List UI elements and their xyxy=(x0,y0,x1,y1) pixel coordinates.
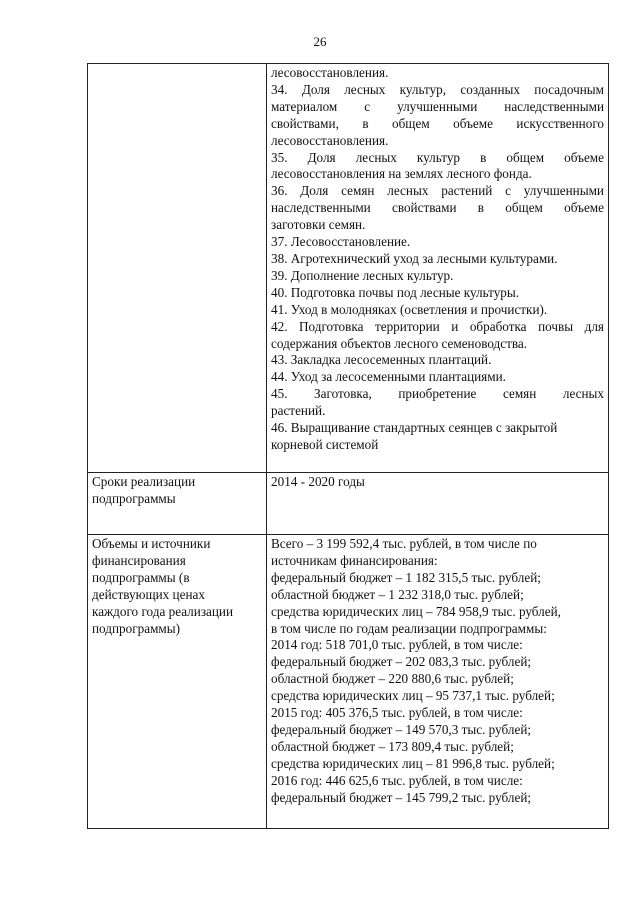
row-value-line: лесовосстановления. xyxy=(271,132,389,148)
row-value-cell xyxy=(267,535,609,829)
row-value-line: средства юридических лиц – 81 996,8 тыс. рублей; xyxy=(271,755,555,771)
row-label-line: финансирования xyxy=(92,552,186,568)
row-value-line: Всего – 3 199 592,4 тыс. рублей, в том числе по xyxy=(271,536,537,551)
row-value-line: 38. Агротехнический уход за лесными культурами. xyxy=(271,250,558,266)
row-value-line: 42. Подготовка территории и обработка почвы для xyxy=(271,318,604,334)
row-value-line: федеральный бюджет – 149 570,3 тыс. рублей; xyxy=(271,721,532,737)
page-number: 26 xyxy=(313,34,327,49)
row-value-line: областной бюджет – 173 809,4 тыс. рублей; xyxy=(271,738,514,754)
row-label-line: Объемы и источники xyxy=(92,536,211,551)
row-value-line: 34. Доля лесных культур, созданных посадочным xyxy=(271,81,604,97)
row-label-line: подпрограммы xyxy=(92,490,176,506)
row-value-line: 43. Закладка лесосеменных плантаций. xyxy=(271,352,492,368)
subprogram-passport-table xyxy=(87,63,609,829)
table-row xyxy=(88,535,609,829)
row-label-line: подпрограммы) xyxy=(92,620,181,636)
row-value-line: 40. Подготовка почвы под лесные культуры. xyxy=(271,284,520,300)
row-value-line: 2014 - 2020 годы xyxy=(271,474,365,489)
row-value-line: наследственными свойствами в общем объеме xyxy=(271,200,604,216)
row-value-line: средства юридических лиц – 784 958,9 тыс. рублей, xyxy=(271,603,561,619)
row-value-line: областной бюджет – 1 232 318,0 тыс. рублей; xyxy=(271,586,524,602)
row-label-line: подпрограммы (в xyxy=(92,569,190,585)
row-value-line: материалом с улучшенными наследственными xyxy=(271,98,604,114)
row-value-line: корневой системой xyxy=(271,436,379,452)
row-value-line: источникам финансирования: xyxy=(271,552,438,568)
row-value-line: заготовки семян. xyxy=(271,217,366,233)
table-row xyxy=(88,473,609,535)
row-label-line: каждого года реализации xyxy=(92,603,234,619)
row-value-line: федеральный бюджет – 145 799,2 тыс. рублей; xyxy=(271,789,532,805)
row-value-line: федеральный бюджет – 202 083,3 тыс. рублей; xyxy=(271,654,532,670)
row-value-line: 36. Доля семян лесных растений с улучшенными xyxy=(271,183,604,199)
row-value-line: 35. Доля лесных культур в общем объеме xyxy=(271,149,604,165)
row-label-line: действующих ценах xyxy=(92,586,205,602)
row-value-line: лесовосстановления на землях лесного фонда. xyxy=(271,166,532,182)
row-value-line: 2016 год: 446 625,6 тыс. рублей, в том числе: xyxy=(271,772,523,788)
row-value-line: 39. Дополнение лесных культур. xyxy=(271,267,454,283)
row-value-line: свойствами, в общем объеме искусственного xyxy=(271,115,604,131)
row-label-cell xyxy=(88,535,267,829)
row-value-line: 46. Выращивание стандартных сеянцев с закрытой xyxy=(271,420,558,436)
row-value-line: областной бюджет – 220 880,6 тыс. рублей; xyxy=(271,671,514,687)
row-value-line: в том числе по годам реализации подпрограммы: xyxy=(271,620,547,636)
row-value-line: федеральный бюджет – 1 182 315,5 тыс. рублей; xyxy=(271,569,541,585)
row-value-line: 2014 год: 518 701,0 тыс. рублей, в том числе: xyxy=(271,637,523,653)
row-value-line: 37. Лесовосстановление. xyxy=(271,234,411,250)
row-value-line: лесовосстановления. xyxy=(271,65,389,80)
row-value-cell xyxy=(267,64,609,473)
row-value-line: 45. Заготовка, приобретение семян лесных xyxy=(271,386,604,402)
row-value-line: 44. Уход за лесосеменными плантациями. xyxy=(271,369,506,385)
row-value-cell xyxy=(267,473,609,535)
row-value-line: содержания объектов лесного семеноводства. xyxy=(271,335,528,351)
table-row xyxy=(88,64,609,473)
row-value-line: растений. xyxy=(271,403,326,419)
row-value-line: 41. Уход в молодняках (осветления и прочистки). xyxy=(271,301,548,317)
row-label-cell xyxy=(88,473,267,535)
row-value-line: средства юридических лиц – 95 737,1 тыс. рублей; xyxy=(271,688,555,704)
row-label-line: Сроки реализации xyxy=(92,474,196,489)
row-label-cell xyxy=(88,64,267,473)
row-value-line: 2015 год: 405 376,5 тыс. рублей, в том числе: xyxy=(271,705,523,721)
